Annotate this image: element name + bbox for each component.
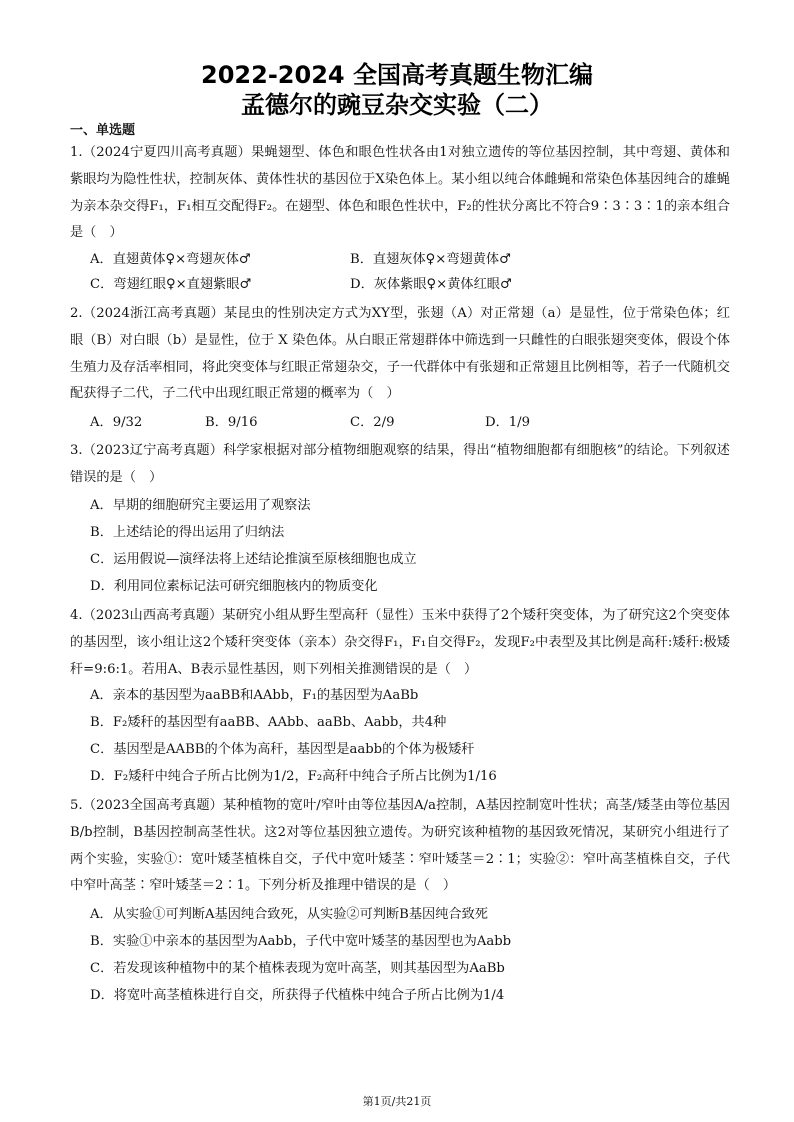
question-1-stem: 1.（2024宁夏四川高考真题）果蝇翅型、体色和眼色性状各由1对独立遗传的等位基因控制，其中弯翅、黄体和紫眼均为隐性性状，控制灰体、黄体性状的基因位于X染色体上。某小组以纯合体雌蝇和常染色体基因纯合的雄蝇为亲本杂交得F₁，F₁相互交配得F₂。在翅型、体色和眼色性状中，F₂的性状分离比不符合9∶3∶3∶1的亲本组合是（ ）	[70, 145, 730, 241]
question-5-option-d: D．将宽叶高茎植株进行自交，所获得子代植株中纯合子所占比例为1/4	[90, 988, 505, 1003]
question-3-option-a: A．早期的细胞研究主要运用了观察法	[90, 498, 311, 513]
question-2-option-d: D．1/9	[485, 415, 530, 430]
question-3-option-c: C．运用假说—演绎法将上述结论推演至原核细胞也成立	[90, 552, 417, 567]
question-4-option-a: A．亲本的基因型为aaBB和AAbb，F₁的基因型为AaBb	[90, 688, 419, 703]
question-5-option-c: C．若发现该种植物中的某个植株表现为宽叶高茎，则其基因型为AaBb	[90, 961, 505, 976]
document-title-line-1: 2022-2024 全国高考真题生物汇编	[201, 61, 593, 89]
question-3-option-d: D．利用同位素标记法可研究细胞核内的物质变化	[90, 579, 378, 594]
question-3-option-b: B．上述结论的得出运用了归纳法	[90, 525, 285, 540]
question-1-option-b: B．直翅灰体♀×弯翅黄体♂	[350, 252, 511, 267]
question-1-option-d: D．灰体紫眼♀×黄体红眼♂	[350, 277, 512, 292]
question-1-option-c: C．弯翅红眼♀×直翅紫眼♂	[90, 277, 252, 292]
question-5-stem: 5.（2023全国高考真题）某种植物的宽叶/窄叶由等位基因A/a控制，A基因控制宽叶性状；高茎/矮茎由等位基因B/b控制，B基因控制高茎性状。这2对等位基因独立遗传。为研究该种植物的基因致死情况，某研究小组进行了两个实验，实验①：宽叶矮茎植株自交，子代中宽叶矮茎∶窄叶矮茎＝2∶1；实验②：窄叶高茎植株自交，子代中窄叶高茎∶窄叶矮茎＝2∶1。下列分析及推理中错误的是（ ）	[70, 798, 730, 894]
question-5-option-a: A．从实验①可判断A基因纯合致死，从实验②可判断B基因纯合致死	[90, 907, 488, 922]
question-5-option-b: B．实验①中亲本的基因型为Aabb，子代中宽叶矮茎的基因型也为Aabb	[90, 934, 512, 949]
question-4-option-d: D．F₂矮秆中纯合子所占比例为1/2，F₂高秆中纯合子所占比例为1/16	[90, 769, 497, 784]
question-2-option-c: C．2/9	[350, 415, 395, 430]
page-number: 第1页/共21页	[362, 1095, 432, 1108]
question-4-option-c: C．基因型是AABB的个体为高秆，基因型是aabb的个体为极矮秆	[90, 742, 475, 757]
question-3-stem: 3.（2023辽宁高考真题）科学家根据对部分植物细胞观察的结果，得出“植物细胞都有细胞核”的结论。下列叙述错误的是（ ）	[70, 443, 730, 485]
question-4-stem: 4.（2023山西高考真题）某研究小组从野生型高秆（显性）玉米中获得了2个矮秆突变体，为了研究这2个突变体的基因型，该小组让这2个矮秆突变体（亲本）杂交得F₁，F₁自交得F₂，发现F₂中表型及其比例是高秆:矮秆:极矮秆=9:6:1。若用A、B表示显性基因，则下列相关推测错误的是（ ）	[70, 608, 730, 677]
question-2-option-b: B．9/16	[205, 415, 258, 430]
question-2-option-a: A．9/32	[90, 415, 143, 430]
question-4-option-b: B．F₂矮秆的基因型有aaBB、AAbb、aaBb、Aabb，共4种	[90, 715, 447, 730]
question-2-stem: 2.（2024浙江高考真题）某昆虫的性别决定方式为XY型，张翅（A）对正常翅（a）是显性，位于常染色体；红眼（B）对白眼（b）是显性，位于 X 染色体。从白眼正常翅群体中筛选到一只雌性的白眼张翅突变体，假设个体生殖力及存活率相同，将此突变体与红眼正常翅杂交，子一代群体中有张翅和正常翅且比例相等，若子一代随机交配获得子二代，子二代中出现红眼正常翅的概率为（ ）	[70, 306, 730, 402]
question-1-option-a: A．直翅黄体♀×弯翅灰体♂	[90, 252, 251, 267]
section-heading: 一、单选题	[70, 123, 136, 138]
document-title-line-2: 孟德尔的豌豆杂交实验（二）	[241, 91, 553, 119]
